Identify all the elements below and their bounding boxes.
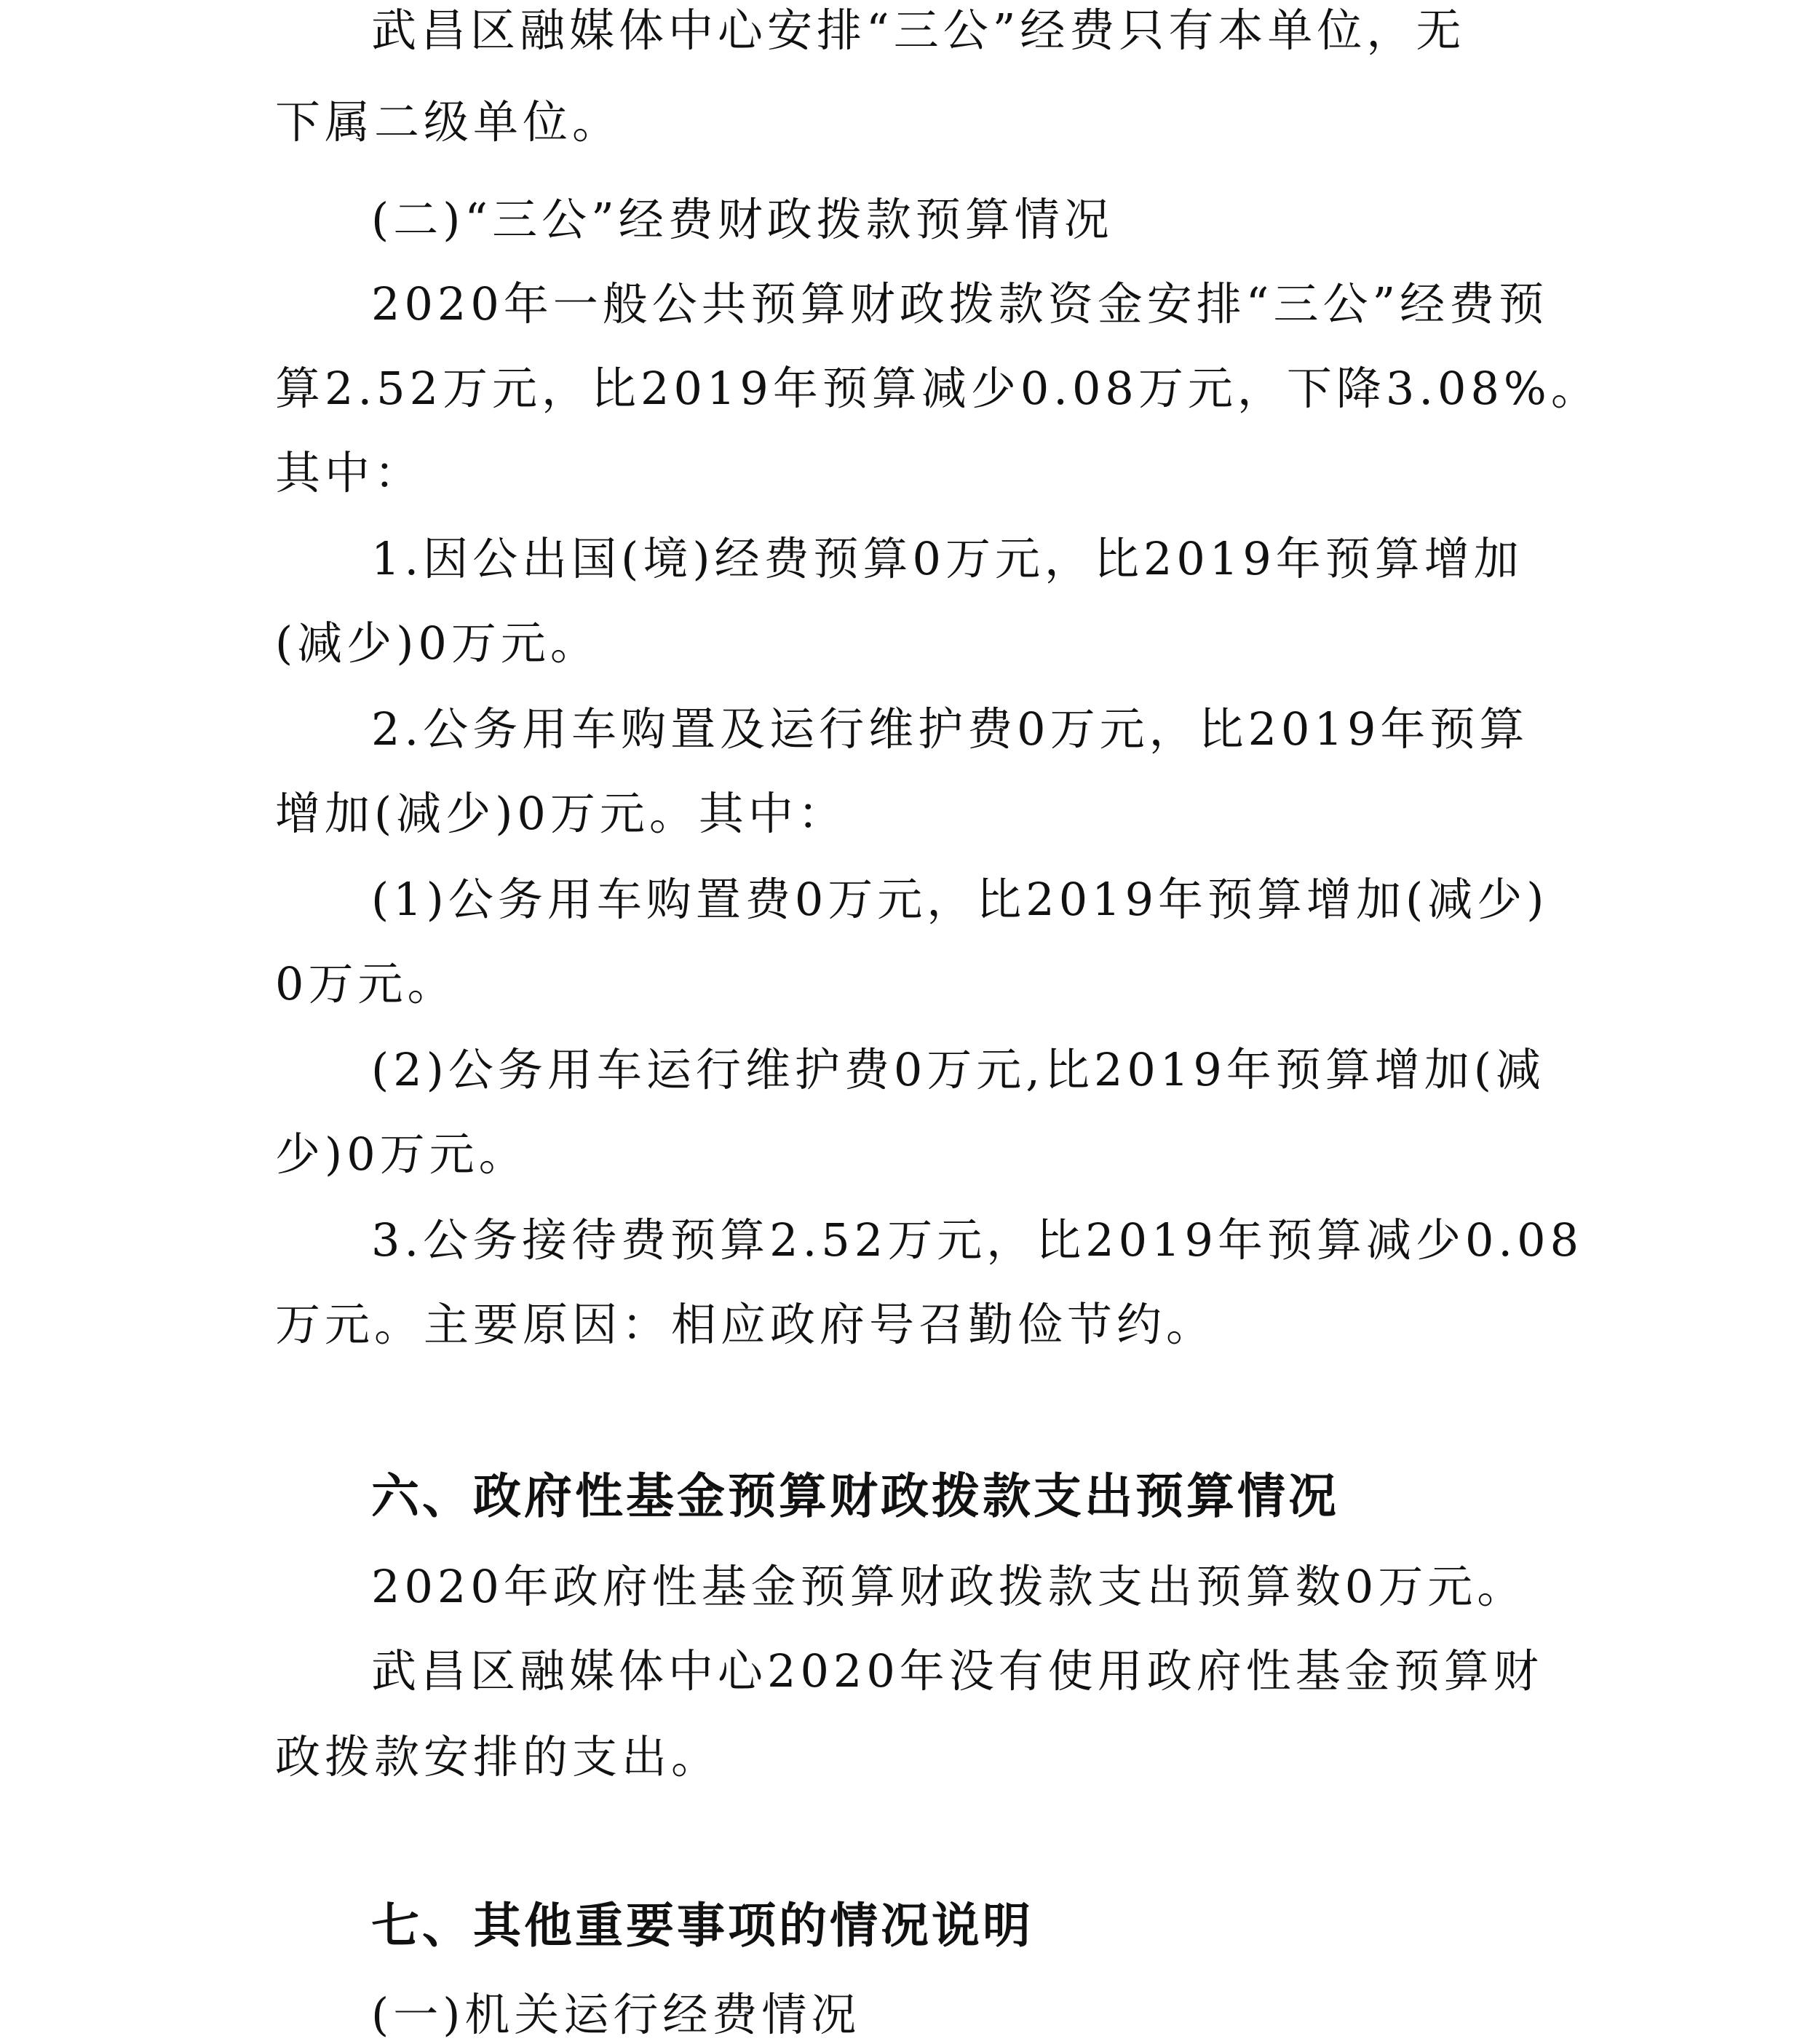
paragraph-line: 万元。主要原因：相应政府号召勤俭节约。 xyxy=(275,1298,1216,1351)
section-heading: 六、政府性基金预算财政拨款支出预算情况 xyxy=(371,1468,1339,1524)
paragraph-line: 少)0万元。 xyxy=(275,1128,528,1181)
paragraph-line: (1)公务用车购置费0万元，比2019年预算增加(减少) xyxy=(371,873,1549,926)
subheading-line: (一)机关运行经费情况 xyxy=(371,1988,861,2041)
paragraph-line: 武昌区融媒体中心2020年没有使用政府性基金预算财 xyxy=(371,1644,1543,1698)
paragraph-line: 2020年政府性基金预算财政拨款支出预算数0万元。 xyxy=(371,1560,1527,1613)
paragraph-line: 算2.52万元，比2019年预算减少0.08万元，下降3.08%。 xyxy=(275,362,1600,415)
paragraph-line: 政拨款安排的支出。 xyxy=(275,1730,721,1783)
paragraph-line: 下属二级单位。 xyxy=(275,95,622,148)
section-heading: 七、其他重要事项的情况说明 xyxy=(371,1898,1034,1954)
paragraph-line: (2)公务用车运行维护费0万元,比2019年预算增加(减 xyxy=(371,1043,1545,1096)
paragraph-line: 2.公务用车购置及运行维护费0万元，比2019年预算 xyxy=(371,702,1529,756)
paragraph-line: 2020年一般公共预算财政拨款资金安排“三公”经费预 xyxy=(371,277,1549,330)
subheading-line: (二)“三公”经费财政拨款预算情况 xyxy=(371,193,1114,246)
paragraph-line: 0万元。 xyxy=(275,957,457,1010)
paragraph-line: 增加(减少)0万元。其中： xyxy=(275,787,847,840)
paragraph-line: 1.因公出国(境)经费预算0万元，比2019年预算增加 xyxy=(371,532,1523,585)
paragraph-line: 武昌区融媒体中心安排“三公”经费只有本单位，无 xyxy=(371,4,1466,57)
paragraph-line: 其中： xyxy=(275,446,424,499)
paragraph-line: (减少)0万元。 xyxy=(275,617,600,670)
paragraph-line: 3.公务接待费预算2.52万元，比2019年预算减少0.08 xyxy=(371,1213,1584,1267)
